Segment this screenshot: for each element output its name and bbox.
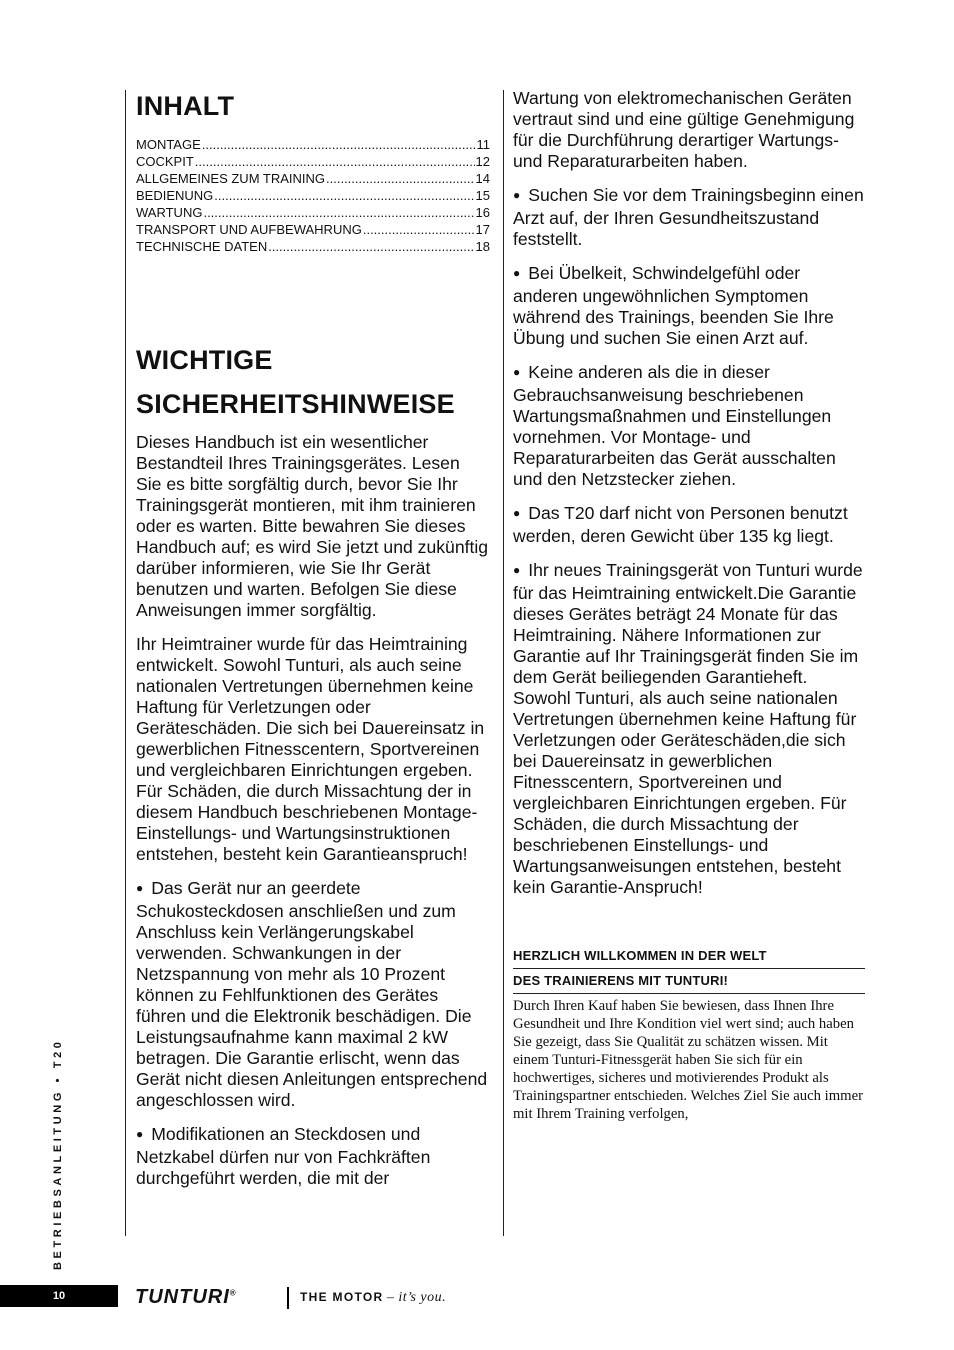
left-column-rule bbox=[125, 90, 126, 1236]
page-number: 10 bbox=[0, 1285, 118, 1307]
bullet-maintenance bbox=[513, 362, 865, 490]
toc-entry-page: 15 bbox=[475, 188, 490, 203]
toc-entry-label: WARTUNG bbox=[136, 205, 203, 220]
bullet-doctor bbox=[513, 185, 865, 250]
bullet-weight bbox=[513, 503, 865, 547]
bullet-weight-text: Das T20 darf nicht von Personen benutzt werden, deren Gewicht über 135 kg liegt. bbox=[513, 503, 848, 546]
toc-entry-label: BEDIENUNG bbox=[136, 188, 214, 203]
bullet-modify-continued: Wartung von elektromechanischen Geräten vertraut sind und eine gültige Genehmigung für die Durchführung derartiger Wartungs- und Reparaturarbeiten haben. bbox=[513, 88, 855, 171]
bullet-icon bbox=[136, 1124, 151, 1144]
brand-name: TUNTURI bbox=[135, 1286, 230, 1308]
toc-entry-label: TRANSPORT UND AUFBEWAHRUNG bbox=[136, 222, 362, 237]
bullet-warranty-text: Ihr neues Trainingsgerät von Tunturi wurde für das Heimtraining entwickelt.Die Garantie dieses Gerätes beträgt 24 Monate für das Heimtraining. Nähere Informationen zur Garantie auf Ihr Trainingsgerät finden Sie im dem Gerät beiliegenden Garantieheft. Sowohl Tunturi, als auch seine nationalen Vertretungen übernehmen keine Haftung für Verletzungen oder Geräteschäden,die sich bei Dauereinsatz in gewerblichen Fitnesscentern, Sportvereinen und vergleichbaren Einrichtungen ergeben. Für Schäden, die durch Missachtung der beschriebenen Einstellungs- und Wartungsanweisungen entstehen, besteht kein Garantie-Anspruch! bbox=[513, 560, 863, 897]
slogan-main: THE MOTOR bbox=[300, 1290, 384, 1304]
bullet-power-text: Das Gerät nur an geerdete Schukosteckdosen anschließen und zum Anschluss kein Verlängerungskabel verwenden. Schwankungen in der Netzspannung von mehr als 10 Prozent können zu Fehlfunktionen des Gerätes führen und die Elektronik beschädigen. Die Leistungsaufnahme kann maximal 2 kW betragen. Die Garantie erlischt, wenn das Gerät nicht diesen Anleitungen entsprechend angeschlossen wird. bbox=[136, 878, 488, 1110]
toc-leader-dots bbox=[268, 238, 474, 255]
toc-entry bbox=[136, 153, 490, 170]
bullet-modify bbox=[136, 1124, 490, 1189]
bullet-nausea-text: Bei Übelkeit, Schwindelgefühl oder anderen ungewöhnlichen Symptomen während des Trainings, beenden Sie Ihre Übung und suchen Sie einen Arzt auf. bbox=[513, 263, 834, 348]
toc-leader-dots bbox=[326, 170, 475, 187]
toc-entry bbox=[136, 170, 490, 187]
toc-entry-page: 14 bbox=[475, 171, 490, 186]
toc-entry-page: 17 bbox=[475, 222, 490, 237]
bullet-power bbox=[136, 878, 490, 1111]
bullet-icon bbox=[513, 185, 528, 205]
bullet-icon bbox=[513, 503, 528, 523]
toc-entry bbox=[136, 187, 490, 204]
toc-entry-label: ALLGEMEINES ZUM TRAINING bbox=[136, 171, 326, 186]
toc-leader-dots bbox=[203, 204, 474, 221]
toc-entry bbox=[136, 204, 490, 221]
toc-entry-label: MONTAGE bbox=[136, 137, 201, 152]
safety-heading-line1: WICHTIGE bbox=[136, 345, 273, 375]
toc-entry-page: 12 bbox=[475, 154, 490, 169]
safety-heading-line2: SICHERHEITSHINWEISE bbox=[136, 389, 455, 419]
left-column bbox=[136, 84, 490, 1202]
bullet-warranty bbox=[513, 560, 865, 898]
toc-entry-label: TECHNISCHE DATEN bbox=[136, 239, 268, 254]
safety-intro: Dieses Handbuch ist ein wesentlicher Bestandteil Ihres Trainingsgerätes. Lesen Sie es bitte sorgfältig durch, bevor Sie Ihr Trainingsgerät montieren, mit ihm trainieren oder es warten. Bitte bewahren Sie dieses Handbuch auf; es wird Sie jetzt und zukünftig darüber informieren, wie Sie Ihr Gerät benutzen und warten. Befolgen Sie diese Anweisungen immer sorgfältig. bbox=[136, 432, 489, 620]
brand-mark: ® bbox=[229, 1288, 237, 1298]
toc-entry bbox=[136, 238, 490, 255]
bullet-modify-text: Modifikationen an Steckdosen und Netzkabel dürfen nur von Fachkräften durchgeführt werden, die mit der bbox=[136, 1124, 431, 1188]
toc-entry-page: 11 bbox=[476, 137, 490, 152]
toc-entry-page: 16 bbox=[475, 205, 490, 220]
bullet-maintenance-text: Keine anderen als die in dieser Gebrauchsanweisung beschriebenen Wartungsmaßnahmen und Einstellungen vornehmen. Vor Montage- und Reparaturarbeiten das Gerät ausschalten und den Netzstecker ziehen. bbox=[513, 362, 836, 489]
toc-entry bbox=[136, 136, 490, 153]
welcome-heading-line1: HERZLICH WILLKOMMEN IN DER WELT bbox=[513, 944, 865, 969]
bullet-icon bbox=[136, 878, 151, 898]
toc-leader-dots bbox=[202, 136, 476, 153]
toc-leader-dots bbox=[363, 221, 475, 238]
safety-liability: Ihr Heimtrainer wurde für das Heimtraining entwickelt. Sowohl Tunturi, als auch seine nationalen Vertretungen übernehmen keine Haftung für Verletzungen oder Geräteschäden. Die sich bei Dauereinsatz in gewerblichen Fitnesscentern, Sportvereinen und vergleichbaren Einrichtungen ergeben. Für Schäden, die durch Missachtung der in diesem Handbuch beschriebenen Montage- Einstellungs- und Wartungsinstruktionen entstehen, besteht kein Garantieanspruch! bbox=[136, 634, 485, 864]
bullet-icon bbox=[513, 263, 528, 283]
toc-entry-label: COCKPIT bbox=[136, 154, 194, 169]
sidebar-label: BETRIEBSANLEITUNG • T20 bbox=[52, 1038, 64, 1270]
bullet-nausea bbox=[513, 263, 865, 349]
toc-leader-dots bbox=[214, 187, 474, 204]
bullet-icon bbox=[513, 362, 528, 382]
slogan bbox=[300, 1290, 446, 1306]
slogan-tag: – it’s you. bbox=[386, 1290, 447, 1305]
brand-separator bbox=[287, 1287, 289, 1309]
table-of-contents bbox=[136, 136, 490, 255]
brand-logo bbox=[135, 1286, 237, 1309]
bullet-doctor-text: Suchen Sie vor dem Trainingsbeginn einen Arzt auf, der Ihren Gesundheitszustand feststellt. bbox=[513, 185, 864, 249]
toc-entry bbox=[136, 221, 490, 238]
right-column bbox=[513, 88, 865, 1123]
welcome-text: Durch Ihren Kauf haben Sie bewiesen, dass Ihnen Ihre Gesundheit und Ihre Kondition viel wert sind; auch haben Sie gezeigt, dass Sie Qualität zu schätzen wissen. Mit einem Tunturi-Fitnessgerät haben Sie sich für ein hochwertiges, sicheres und motivierendes Produkt als Trainingspartner entschieden. Welches Ziel Sie auch immer mit Ihrem Training verfolgen, bbox=[513, 998, 863, 1122]
toc-leader-dots bbox=[195, 153, 475, 170]
contents-heading: INHALT bbox=[136, 91, 235, 121]
bullet-icon bbox=[513, 560, 528, 580]
toc-entry-page: 18 bbox=[475, 239, 490, 254]
right-column-rule bbox=[503, 90, 504, 1236]
welcome-heading-line2: DES TRAINIERENS MIT TUNTURI! bbox=[513, 969, 865, 994]
